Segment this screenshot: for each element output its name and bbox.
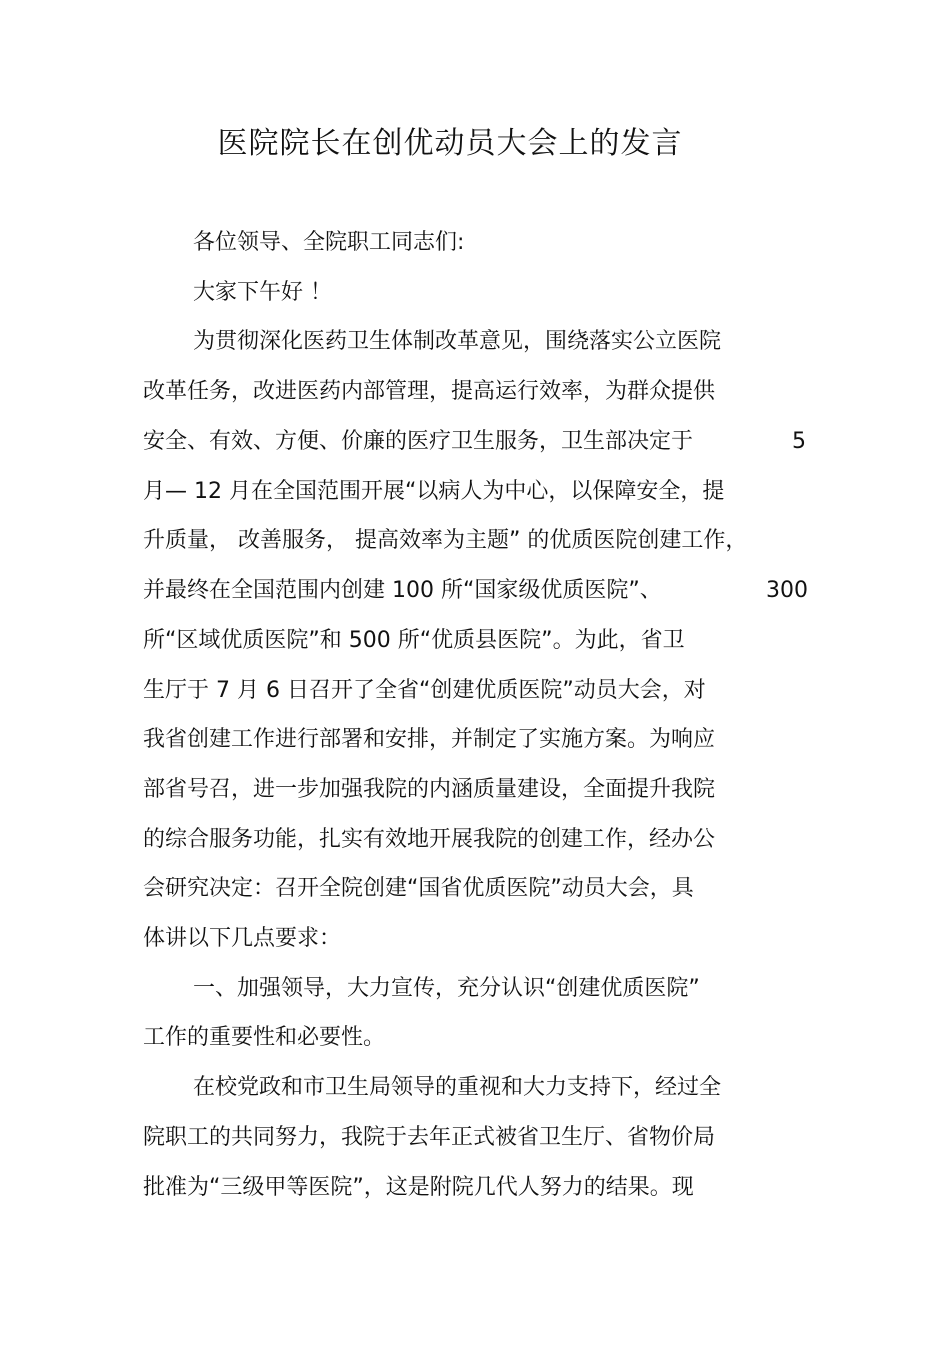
- section-heading: 一、加强领导，大力宣传，充分认识“创建优质医院”: [193, 976, 700, 1001]
- text-line: 月— 12 月在全国范围开展“以病人为中心，以保障安全，提: [143, 479, 725, 504]
- text-line: 我省创建工作进行部署和安排，并制定了实施方案。为响应: [143, 727, 716, 752]
- text-line: 部省号召，进一步加强我院的内涵质量建设，全面提升我院: [143, 777, 716, 802]
- text-line: 批准为“三级甲等医院”，这是附院几代人努力的结果。现: [143, 1175, 694, 1200]
- text-line: 安全、有效、方便、价廉的医疗卫生服务，卫生部决定于: [143, 429, 694, 454]
- text-line: 生厅于 7 月 6 日召开了全省“创建优质医院”动员大会，对: [143, 678, 706, 703]
- text-line: 改革任务，改进医药内部管理，提高运行效率，为群众提供: [143, 379, 716, 404]
- text-line: 的综合服务功能，扎实有效地开展我院的创建工作，经办公: [143, 827, 716, 852]
- text-line: 在校党政和市卫生局领导的重视和大力支持下，经过全: [193, 1075, 722, 1100]
- text-line: 院职工的共同努力，我院于去年正式被省卫生厅、省物价局: [143, 1125, 716, 1150]
- text-line-greeting: 大家下午好 ！: [193, 280, 332, 305]
- text-line: 升质量， 改善服务， 提高效率为主题” 的优质医院创建工作，: [143, 528, 748, 553]
- text-line-salutation: 各位领导、全院职工同志们:: [193, 230, 465, 255]
- text-line-number: 5: [792, 429, 806, 454]
- text-line: 并最终在全国范围内创建 100 所“国家级优质医院”、: [143, 578, 662, 603]
- text-line: 为贯彻深化医药卫生体制改革意见，围绕落实公立医院: [193, 329, 722, 354]
- text-line-number: 300: [766, 578, 808, 603]
- text-line: 体讲以下几点要求：: [143, 926, 342, 951]
- text-line: 会研究决定：召开全院创建“国省优质医院”动员大会，具: [143, 876, 694, 901]
- section-heading-continued: 工作的重要性和必要性。: [143, 1025, 386, 1050]
- document-title: 医院院长在创优动员大会上的发言: [217, 126, 683, 161]
- text-line: 所“区域优质医院”和 500 所“优质县医院”。为此，省卫: [143, 628, 685, 653]
